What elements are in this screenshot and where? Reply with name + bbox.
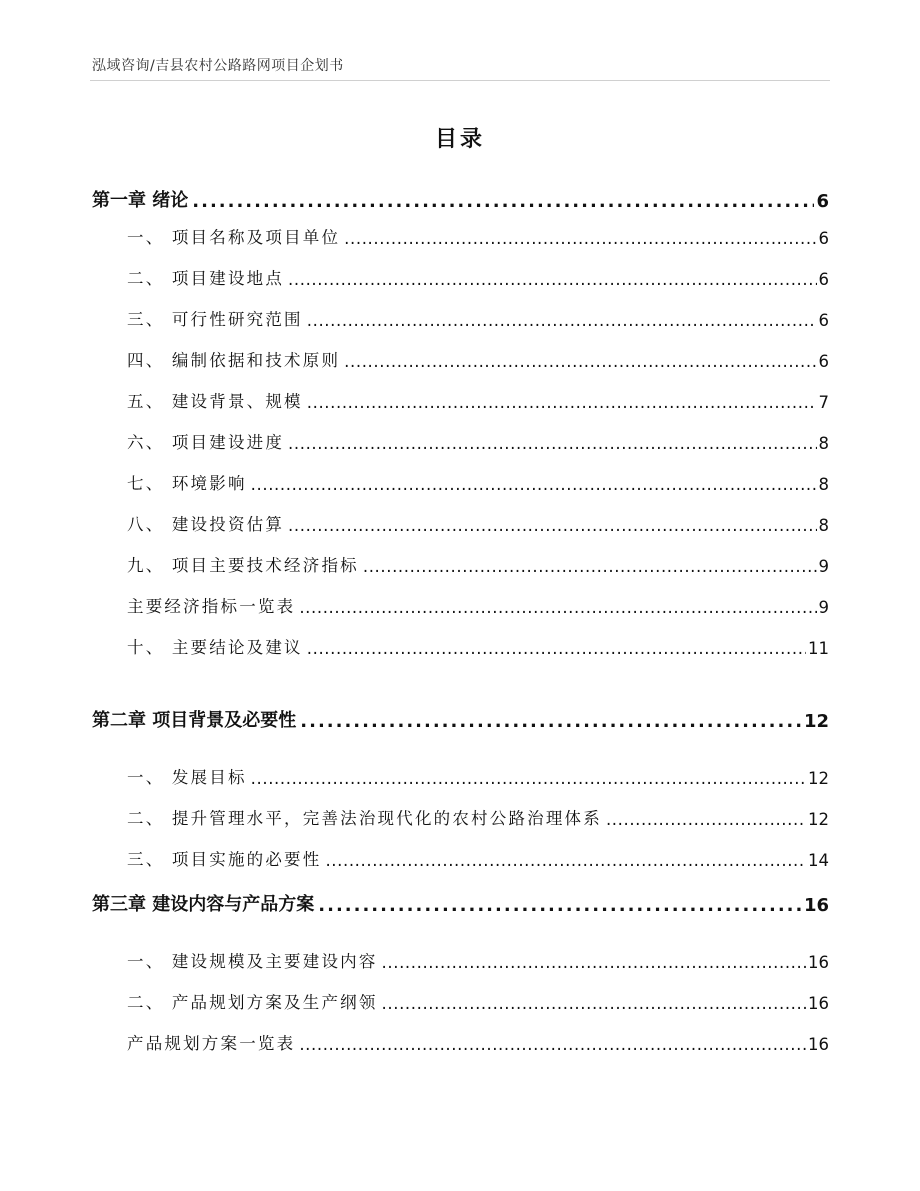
toc-item-label: 一、 发展目标 [127,768,247,787]
toc-item-label: 九、 项目主要技术经济指标 [127,556,359,575]
toc-dot-leader [251,475,817,494]
toc-dot-leader [288,516,816,535]
toc-page-number: 7 [818,393,829,412]
toc-page-number: 16 [803,895,829,916]
toc-dot-leader [307,311,817,330]
toc-page-number: 11 [808,639,829,658]
toc-dot-leader [288,434,816,453]
toc-page-number: 9 [818,557,829,576]
toc-item-label: 三、 项目实施的必要性 [127,850,322,869]
toc-item[interactable] [127,505,829,535]
toc-item[interactable] [127,464,829,494]
toc-page-number: 16 [808,1035,829,1054]
toc-item-label: 主要经济指标一览表 [127,597,296,616]
toc-chapter-1[interactable] [92,182,829,212]
toc-item-label: 二、 产品规划方案及生产纲领 [127,993,378,1012]
toc-item[interactable] [127,1024,829,1054]
toc-page-number: 6 [818,311,829,330]
running-header: 泓域咨询/吉县农村公路路网项目企划书 [92,58,344,74]
toc-title: 目录 [434,127,485,152]
toc-item-label: 三、 可行性研究范围 [127,310,303,329]
toc-item[interactable] [127,382,829,412]
toc-item[interactable] [127,341,829,371]
toc-item-label: 产品规划方案一览表 [127,1034,296,1053]
toc-page-number: 8 [818,434,829,453]
toc-item-label: 二、 提升管理水平，完善法治现代化的农村公路治理体系 [127,809,602,828]
toc-page-number: 9 [818,598,829,617]
toc-dot-leader [325,851,806,870]
toc-item[interactable] [127,259,829,289]
toc-dot-leader [299,598,816,617]
toc-item-label: 六、 项目建设进度 [127,433,285,452]
toc-item[interactable] [127,942,829,972]
toc-item-label: 一、 建设规模及主要建设内容 [127,952,378,971]
toc-dot-leader [192,191,814,212]
toc-dot-leader [300,711,802,732]
toc-item[interactable] [127,628,829,658]
toc-chapter-label: 第三章 建设内容与产品方案 [92,894,315,915]
toc-page-number: 12 [808,810,829,829]
toc-dot-leader [299,1035,806,1054]
toc-chapter-2[interactable] [92,702,829,732]
toc-dot-leader [251,769,806,788]
toc-dot-leader [382,953,806,972]
toc-dot-leader [606,810,806,829]
toc-dot-leader [307,393,817,412]
toc-item[interactable] [127,300,829,330]
toc-item-label: 一、 项目名称及项目单位 [127,228,341,247]
toc-dot-leader [288,270,816,289]
toc-chapter-3[interactable] [92,886,829,916]
toc-page-number: 12 [808,769,829,788]
toc-item-label: 四、 编制依据和技术原则 [127,351,341,370]
toc-item[interactable] [127,587,829,617]
toc-page-number: 14 [808,851,829,870]
toc-page-number: 8 [818,475,829,494]
toc-page-number: 16 [808,994,829,1013]
toc-dot-leader [307,639,806,658]
toc-item[interactable] [127,218,829,248]
toc-dot-leader [382,994,806,1013]
toc-page-number: 8 [818,516,829,535]
toc-item-label: 五、 建设背景、规模 [127,392,303,411]
toc-item[interactable] [127,840,829,870]
toc-chapter-label: 第一章 绪论 [92,190,189,211]
toc-chapter-label: 第二章 项目背景及必要性 [92,710,297,731]
toc-item[interactable] [127,799,829,829]
toc-page-number: 6 [818,229,829,248]
toc-page-number: 6 [816,191,829,212]
toc-item-label: 二、 项目建设地点 [127,269,285,288]
toc-dot-leader [363,557,817,576]
toc-item[interactable] [127,983,829,1013]
toc-item[interactable] [127,546,829,576]
toc-page-number: 6 [818,270,829,289]
toc-item-label: 八、 建设投资估算 [127,515,285,534]
toc-page-number: 12 [803,711,829,732]
toc-page-number: 16 [808,953,829,972]
toc-item-label: 七、 环境影响 [127,474,247,493]
toc-item-label: 十、 主要结论及建议 [127,638,303,657]
toc-item[interactable] [127,758,829,788]
toc-dot-leader [344,352,816,371]
toc-dot-leader [318,895,802,916]
toc-dot-leader [344,229,816,248]
toc-item[interactable] [127,423,829,453]
toc-page-number: 6 [818,352,829,371]
